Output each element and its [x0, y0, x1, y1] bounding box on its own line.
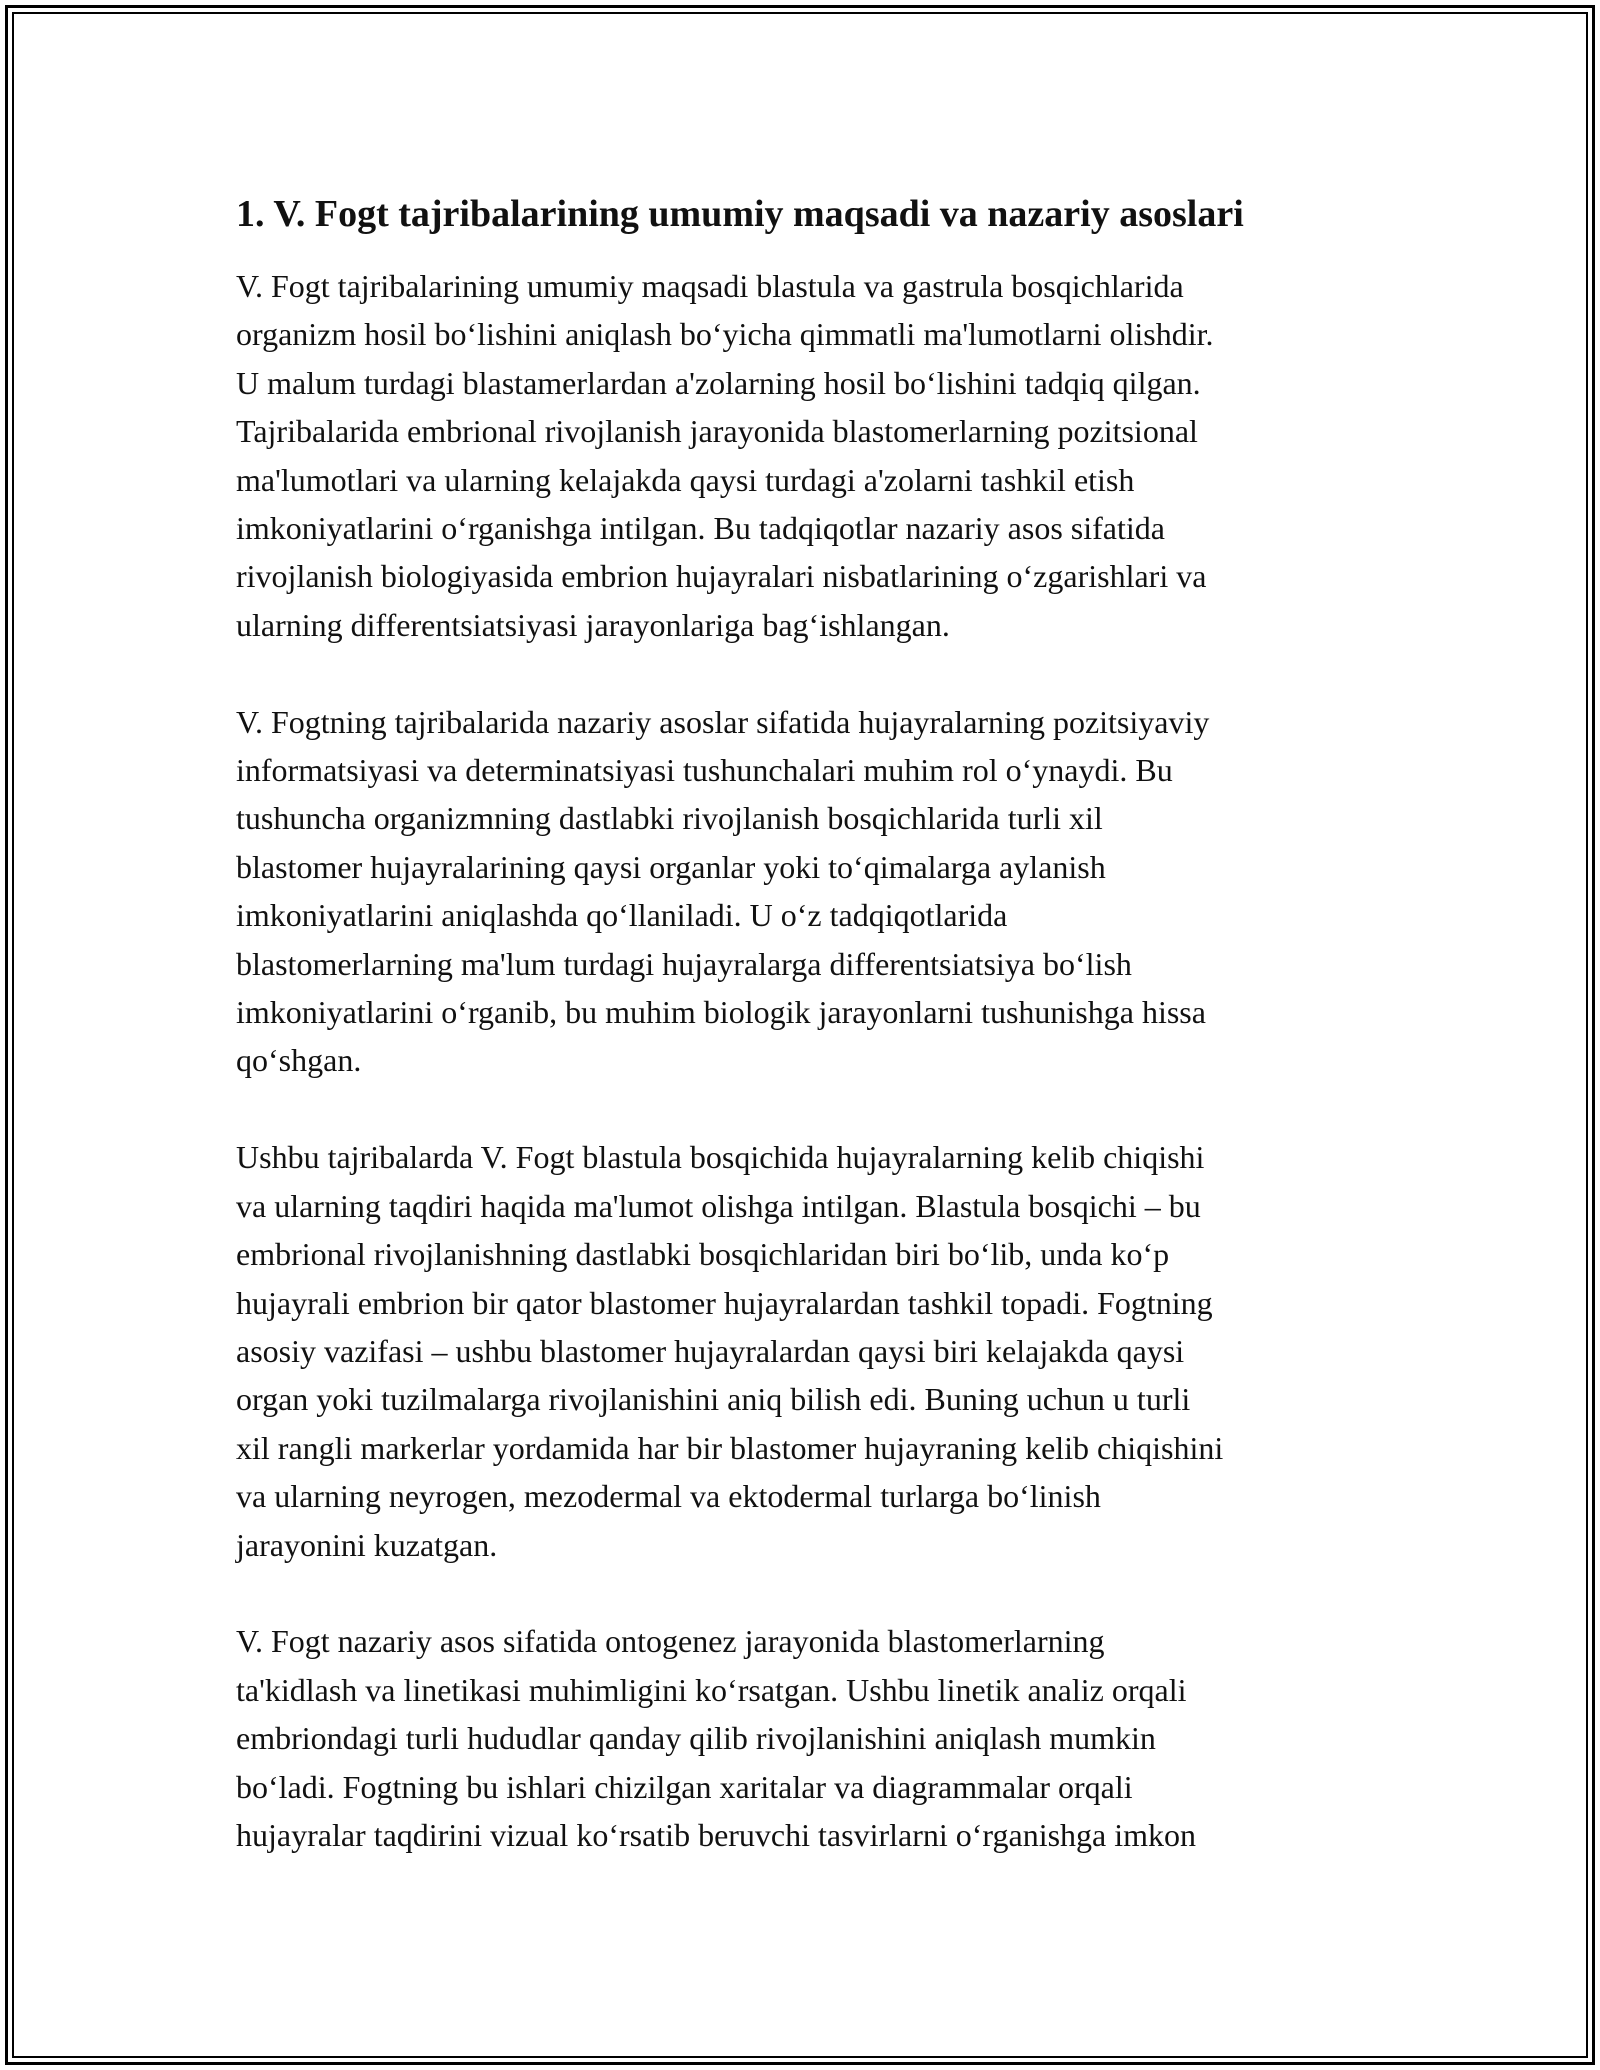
section-heading: 1. V. Fogt tajribalarining umumiy maqsadi va nazariy asoslari	[236, 193, 1244, 235]
paragraph-3: Ushbu tajribalarda V. Fogt blastula bosqichida hujayralarning kelib chiqishi va ularning taqdiri haqida ma'lumot olishga intilgan. Blastula bosqichi – bu embrional rivojlanishning dastlabki bosqichlaridan biri bo‘lib, unda ko‘p hujayrali embrion bir qator blastomer hujayralardan tashkil topadi. Fogtning asosiy vazifasi – ushbu blastomer hujayralardan qaysi biri kelajakda qaysi organ yoki tuzilmalarga rivojlanishini aniq bilish edi. Buning uchun u turli xil rangli markerlar yordamida har bir blastomer hujayraning kelib chiqishini va ularning neyrogen, mezodermal va ektodermal turlarga bo‘linish jarayonini kuzatgan.	[236, 1139, 1224, 1563]
paragraph-4: V. Fogt nazariy asos sifatida ontogenez jarayonida blastomerlarning ta'kidlash va linetikasi muhimligini ko‘rsatgan. Ushbu linetik analiz orqali embriondagi turli hududlar qanday qilib rivojlanishini aniqlash mumkin bo‘ladi. Fogtning bu ishlari chizilgan xaritalar va diagrammalar orqali hujayralar taqdirini vizual ko‘rsatib beruvchi tasvirlarni o‘rganishga imkon	[236, 1623, 1197, 1853]
paragraph-2: V. Fogtning tajribalarida nazariy asoslar sifatida hujayralarning pozitsiyaviy informatsiyasi va determinatsiyasi tushunchalari muhim rol o‘ynaydi. Bu tushuncha organizmning dastlabki rivojlanish bosqichlarida turli xil blastomer hujayralarining qaysi organlar yoki to‘qimalarga aylanish imkoniyatlarini aniqlashda qo‘llaniladi. U o‘z tadqiqotlarida blastomerlarning ma'lum turdagi hujayralarga differentsiatsiya bo‘lish imkoniyatlarini o‘rganib, bu muhim biologik jarayonlarni tushunishga hissa qo‘shgan.	[236, 703, 1210, 1079]
paragraph-1: V. Fogt tajribalarining umumiy maqsadi blastula va gastrula bosqichlarida organizm hosil bo‘lishini aniqlash bo‘yicha qimmatli ma'lumotlarni olishdir. U malum turdagi blastamerlardan a'zolarning hosil bo‘lishini tadqiq qilgan. Tajribalarida embrional rivojlanish jarayonida blastomerlarning pozitsional ma'lumotlari va ularning kelajakda qaysi turdagi a'zolarni tashkil etish imkoniyatlarini o‘rganishga intilgan. Bu tadqiqotlar nazariy asos sifatida rivojlanish biologiyasida embrion hujayralari nisbatlarining o‘zgarishlari va ularning differentsiatsiyasi jarayonlariga bag‘ishlangan.	[236, 268, 1214, 643]
document-body	[236, 188, 1386, 1908]
